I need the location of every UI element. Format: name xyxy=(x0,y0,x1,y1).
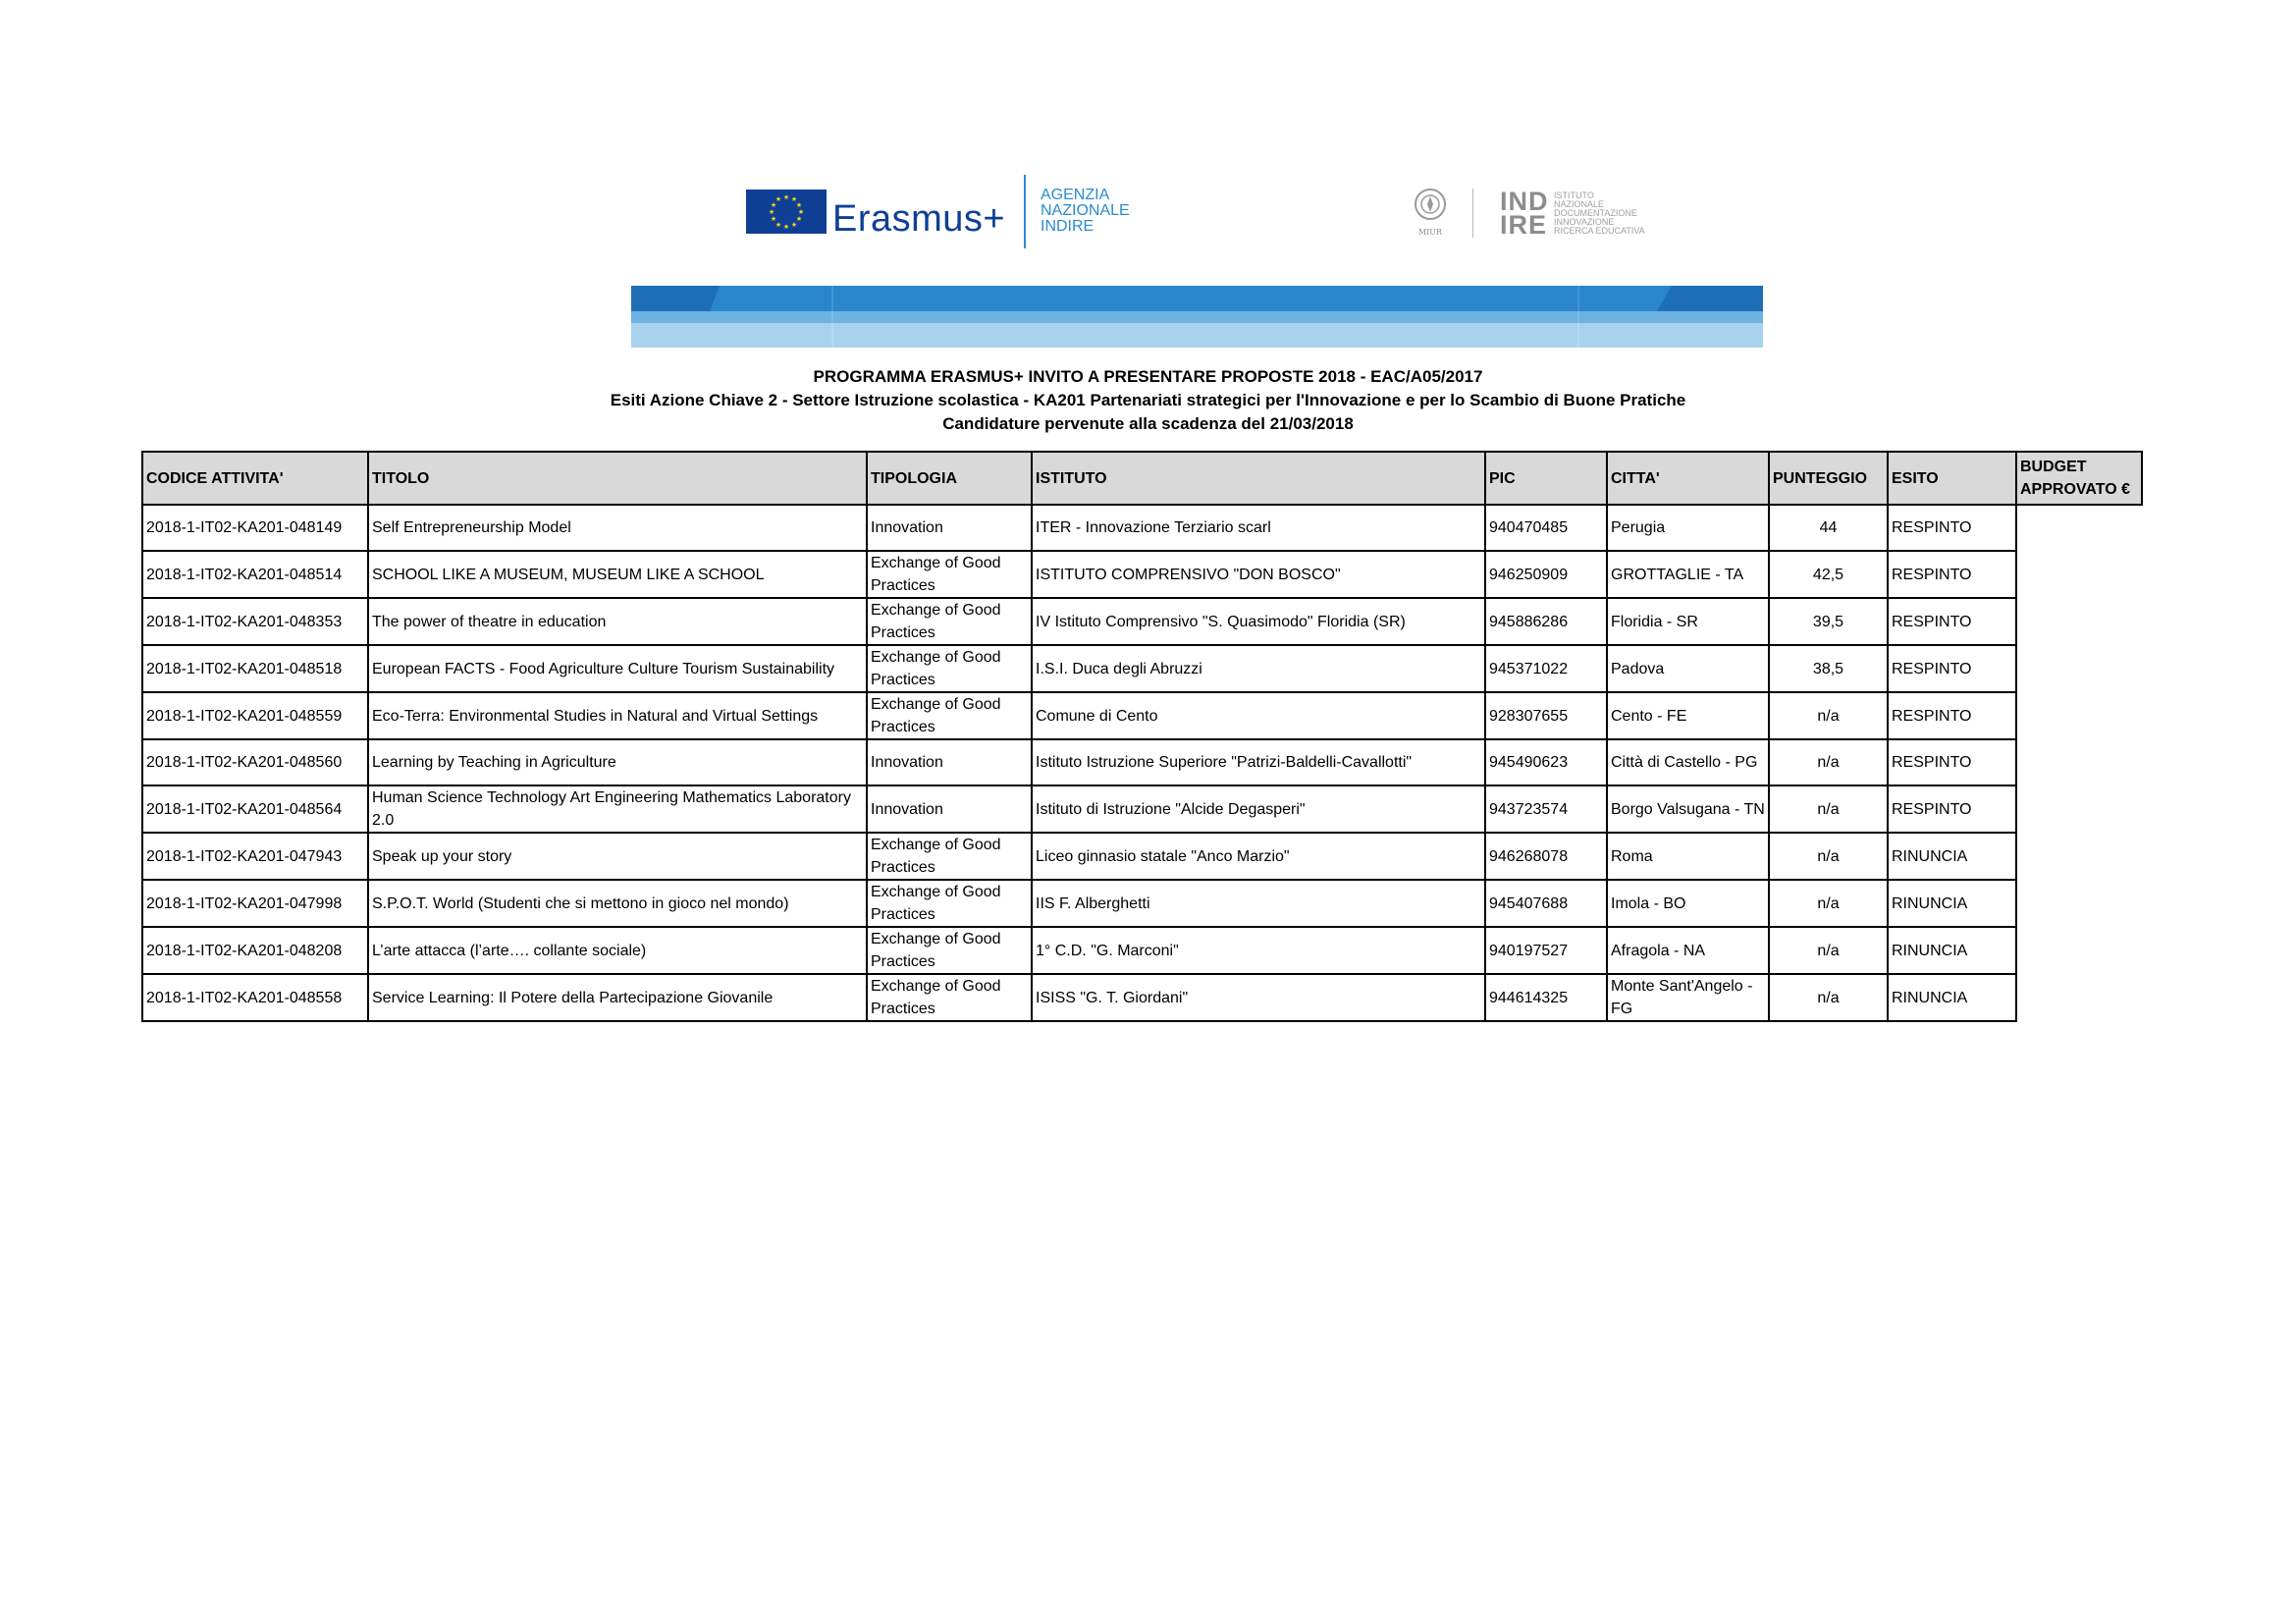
erasmus-logo-text: Erasmus+ xyxy=(832,198,1006,240)
cell-budget xyxy=(2016,692,2142,739)
cell-title: European FACTS - Food Agriculture Culture Tourism Sustainability xyxy=(368,645,867,692)
cell-title: Eco-Terra: Environmental Studies in Natural and Virtual Settings xyxy=(368,692,867,739)
cell-institute: I.S.I. Duca degli Abruzzi xyxy=(1032,645,1485,692)
cell-pic: 945371022 xyxy=(1485,645,1607,692)
cell-code: 2018-1-IT02-KA201-048518 xyxy=(142,645,368,692)
cell-outcome: RESPINTO xyxy=(1888,551,2016,598)
document-titles xyxy=(0,365,2296,436)
cell-pic: 946268078 xyxy=(1485,833,1607,880)
cell-outcome: RESPINTO xyxy=(1888,598,2016,645)
cell-code: 2018-1-IT02-KA201-048559 xyxy=(142,692,368,739)
cell-city: Padova xyxy=(1607,645,1769,692)
svg-text:★: ★ xyxy=(768,208,775,216)
cell-type: Exchange of Good Practices xyxy=(867,974,1032,1021)
cell-outcome: RESPINTO xyxy=(1888,739,2016,785)
column-header: CITTA' xyxy=(1607,452,1769,505)
table-row xyxy=(142,785,2142,833)
svg-text:★: ★ xyxy=(774,221,782,229)
results-table xyxy=(141,451,2143,1022)
cell-budget xyxy=(2016,880,2142,927)
svg-text:★: ★ xyxy=(770,215,777,223)
cell-title: Human Science Technology Art Engineering Mathematics Laboratory 2.0 xyxy=(368,785,867,833)
cell-outcome: RINUNCIA xyxy=(1888,880,2016,927)
cell-budget xyxy=(2016,927,2142,974)
cell-title: Service Learning: Il Potere della Partecipazione Giovanile xyxy=(368,974,867,1021)
table-row xyxy=(142,739,2142,785)
cell-city: Perugia xyxy=(1607,505,1769,551)
cell-budget xyxy=(2016,785,2142,833)
cell-outcome: RESPINTO xyxy=(1888,692,2016,739)
cell-institute: Liceo ginnasio statale "Anco Marzio" xyxy=(1032,833,1485,880)
cell-city: Imola - BO xyxy=(1607,880,1769,927)
cell-type: Exchange of Good Practices xyxy=(867,927,1032,974)
decorative-blue-band xyxy=(631,286,1763,348)
cell-code: 2018-1-IT02-KA201-048558 xyxy=(142,974,368,1021)
cell-code: 2018-1-IT02-KA201-047998 xyxy=(142,880,368,927)
column-header: CODICE ATTIVITA' xyxy=(142,452,368,505)
svg-text:★: ★ xyxy=(774,195,782,203)
title-line-1: PROGRAMMA ERASMUS+ INVITO A PRESENTARE PROPOSTE 2018 - EAC/A05/2017 xyxy=(813,367,1483,386)
cell-type: Exchange of Good Practices xyxy=(867,833,1032,880)
logo-divider xyxy=(1472,189,1473,238)
cell-budget xyxy=(2016,645,2142,692)
table-row xyxy=(142,974,2142,1021)
cell-type: Innovation xyxy=(867,739,1032,785)
cell-institute: Istituto di Istruzione "Alcide Degasperi" xyxy=(1032,785,1485,833)
cell-budget xyxy=(2016,974,2142,1021)
cell-institute: IIS F. Alberghetti xyxy=(1032,880,1485,927)
column-header: PUNTEGGIO xyxy=(1769,452,1888,505)
cell-type: Exchange of Good Practices xyxy=(867,645,1032,692)
cell-type: Exchange of Good Practices xyxy=(867,598,1032,645)
cell-pic: 945407688 xyxy=(1485,880,1607,927)
cell-pic: 940470485 xyxy=(1485,505,1607,551)
cell-score: 38,5 xyxy=(1769,645,1888,692)
cell-score: n/a xyxy=(1769,880,1888,927)
column-header: TIPOLOGIA xyxy=(867,452,1032,505)
cell-pic: 940197527 xyxy=(1485,927,1607,974)
miur-seal-icon xyxy=(1410,187,1451,238)
cell-institute: 1° C.D. "G. Marconi" xyxy=(1032,927,1485,974)
cell-code: 2018-1-IT02-KA201-048564 xyxy=(142,785,368,833)
cell-title: Speak up your story xyxy=(368,833,867,880)
cell-score: n/a xyxy=(1769,692,1888,739)
cell-score: n/a xyxy=(1769,974,1888,1021)
cell-outcome: RESPINTO xyxy=(1888,645,2016,692)
table-row xyxy=(142,833,2142,880)
svg-text:★: ★ xyxy=(770,201,777,209)
cell-code: 2018-1-IT02-KA201-048560 xyxy=(142,739,368,785)
cell-city: Roma xyxy=(1607,833,1769,880)
miur-label: MIUR xyxy=(1417,228,1443,237)
cell-budget xyxy=(2016,598,2142,645)
cell-score: n/a xyxy=(1769,927,1888,974)
cell-score: n/a xyxy=(1769,785,1888,833)
svg-text:★: ★ xyxy=(782,223,790,231)
table-row xyxy=(142,505,2142,551)
logo-divider xyxy=(1024,175,1026,248)
table-header-row xyxy=(142,452,2142,505)
cell-code: 2018-1-IT02-KA201-048149 xyxy=(142,505,368,551)
title-line-3: Candidature pervenute alla scadenza del 21/03/2018 xyxy=(942,414,1354,433)
cell-city: Monte Sant'Angelo - FG xyxy=(1607,974,1769,1021)
cell-city: Cento - FE xyxy=(1607,692,1769,739)
cell-title: The power of theatre in education xyxy=(368,598,867,645)
cell-outcome: RINUNCIA xyxy=(1888,833,2016,880)
cell-budget xyxy=(2016,505,2142,551)
cell-type: Exchange of Good Practices xyxy=(867,692,1032,739)
title-line-2: Esiti Azione Chiave 2 - Settore Istruzione scolastica - KA201 Partenariati strategici per l'Innovazione e per lo Scambio di Buone Pratiche xyxy=(610,391,1686,409)
table-row xyxy=(142,880,2142,927)
cell-outcome: RINUNCIA xyxy=(1888,974,2016,1021)
svg-text:★: ★ xyxy=(797,208,805,216)
cell-institute: IV Istituto Comprensivo "S. Quasimodo" Floridia (SR) xyxy=(1032,598,1485,645)
table-row xyxy=(142,598,2142,645)
eu-flag-icon xyxy=(746,189,827,234)
cell-score: 39,5 xyxy=(1769,598,1888,645)
cell-pic: 943723574 xyxy=(1485,785,1607,833)
column-header: TITOLO xyxy=(368,452,867,505)
header-logos xyxy=(0,0,2296,255)
cell-institute: ITER - Innovazione Terziario scarl xyxy=(1032,505,1485,551)
cell-type: Exchange of Good Practices xyxy=(867,551,1032,598)
svg-text:★: ★ xyxy=(795,215,803,223)
table-row xyxy=(142,645,2142,692)
cell-title: S.P.O.T. World (Studenti che si mettono in gioco nel mondo) xyxy=(368,880,867,927)
cell-budget xyxy=(2016,739,2142,785)
cell-code: 2018-1-IT02-KA201-047943 xyxy=(142,833,368,880)
cell-pic: 945886286 xyxy=(1485,598,1607,645)
cell-outcome: RESPINTO xyxy=(1888,505,2016,551)
cell-pic: 946250909 xyxy=(1485,551,1607,598)
cell-score: n/a xyxy=(1769,833,1888,880)
cell-title: Learning by Teaching in Agriculture xyxy=(368,739,867,785)
cell-institute: Istituto Istruzione Superiore "Patrizi-Baldelli-Cavallotti" xyxy=(1032,739,1485,785)
column-header: ESITO xyxy=(1888,452,2016,505)
column-header: PIC xyxy=(1485,452,1607,505)
table-row xyxy=(142,551,2142,598)
svg-text:★: ★ xyxy=(795,201,803,209)
cell-pic: 945490623 xyxy=(1485,739,1607,785)
cell-code: 2018-1-IT02-KA201-048208 xyxy=(142,927,368,974)
cell-institute: Comune di Cento xyxy=(1032,692,1485,739)
cell-title: Self Entrepreneurship Model xyxy=(368,505,867,551)
svg-text:★: ★ xyxy=(790,195,798,203)
cell-institute: ISISS "G. T. Giordani" xyxy=(1032,974,1485,1021)
cell-code: 2018-1-IT02-KA201-048514 xyxy=(142,551,368,598)
cell-type: Innovation xyxy=(867,505,1032,551)
cell-institute: ISTITUTO COMPRENSIVO "DON BOSCO" xyxy=(1032,551,1485,598)
svg-text:★: ★ xyxy=(790,221,798,229)
cell-city: Città di Castello - PG xyxy=(1607,739,1769,785)
cell-pic: 928307655 xyxy=(1485,692,1607,739)
table-row xyxy=(142,927,2142,974)
cell-city: Floridia - SR xyxy=(1607,598,1769,645)
indire-logo-text: IND IRE xyxy=(1500,187,1549,240)
cell-pic: 944614325 xyxy=(1485,974,1607,1021)
cell-city: GROTTAGLIE - TA xyxy=(1607,551,1769,598)
cell-score: 44 xyxy=(1769,505,1888,551)
agency-logo-text: AGENZIA NAZIONALE INDIRE xyxy=(1041,187,1130,235)
cell-city: Afragola - NA xyxy=(1607,927,1769,974)
cell-title: L’arte attacca (l’arte…. collante sociale) xyxy=(368,927,867,974)
cell-score: n/a xyxy=(1769,739,1888,785)
cell-outcome: RINUNCIA xyxy=(1888,927,2016,974)
cell-type: Exchange of Good Practices xyxy=(867,880,1032,927)
cell-type: Innovation xyxy=(867,785,1032,833)
column-header: BUDGET APPROVATO € xyxy=(2016,452,2142,505)
cell-title: SCHOOL LIKE A MUSEUM, MUSEUM LIKE A SCHOOL xyxy=(368,551,867,598)
cell-code: 2018-1-IT02-KA201-048353 xyxy=(142,598,368,645)
cell-outcome: RESPINTO xyxy=(1888,785,2016,833)
table-row xyxy=(142,692,2142,739)
svg-text:★: ★ xyxy=(782,193,790,201)
indire-logo-caption: ISTITUTO NAZIONALE DOCUMENTAZIONE INNOVAZIONE RICERCA EDUCATIVA xyxy=(1554,190,1645,236)
cell-budget xyxy=(2016,551,2142,598)
cell-budget xyxy=(2016,833,2142,880)
cell-city: Borgo Valsugana - TN xyxy=(1607,785,1769,833)
cell-score: 42,5 xyxy=(1769,551,1888,598)
column-header: ISTITUTO xyxy=(1032,452,1485,505)
